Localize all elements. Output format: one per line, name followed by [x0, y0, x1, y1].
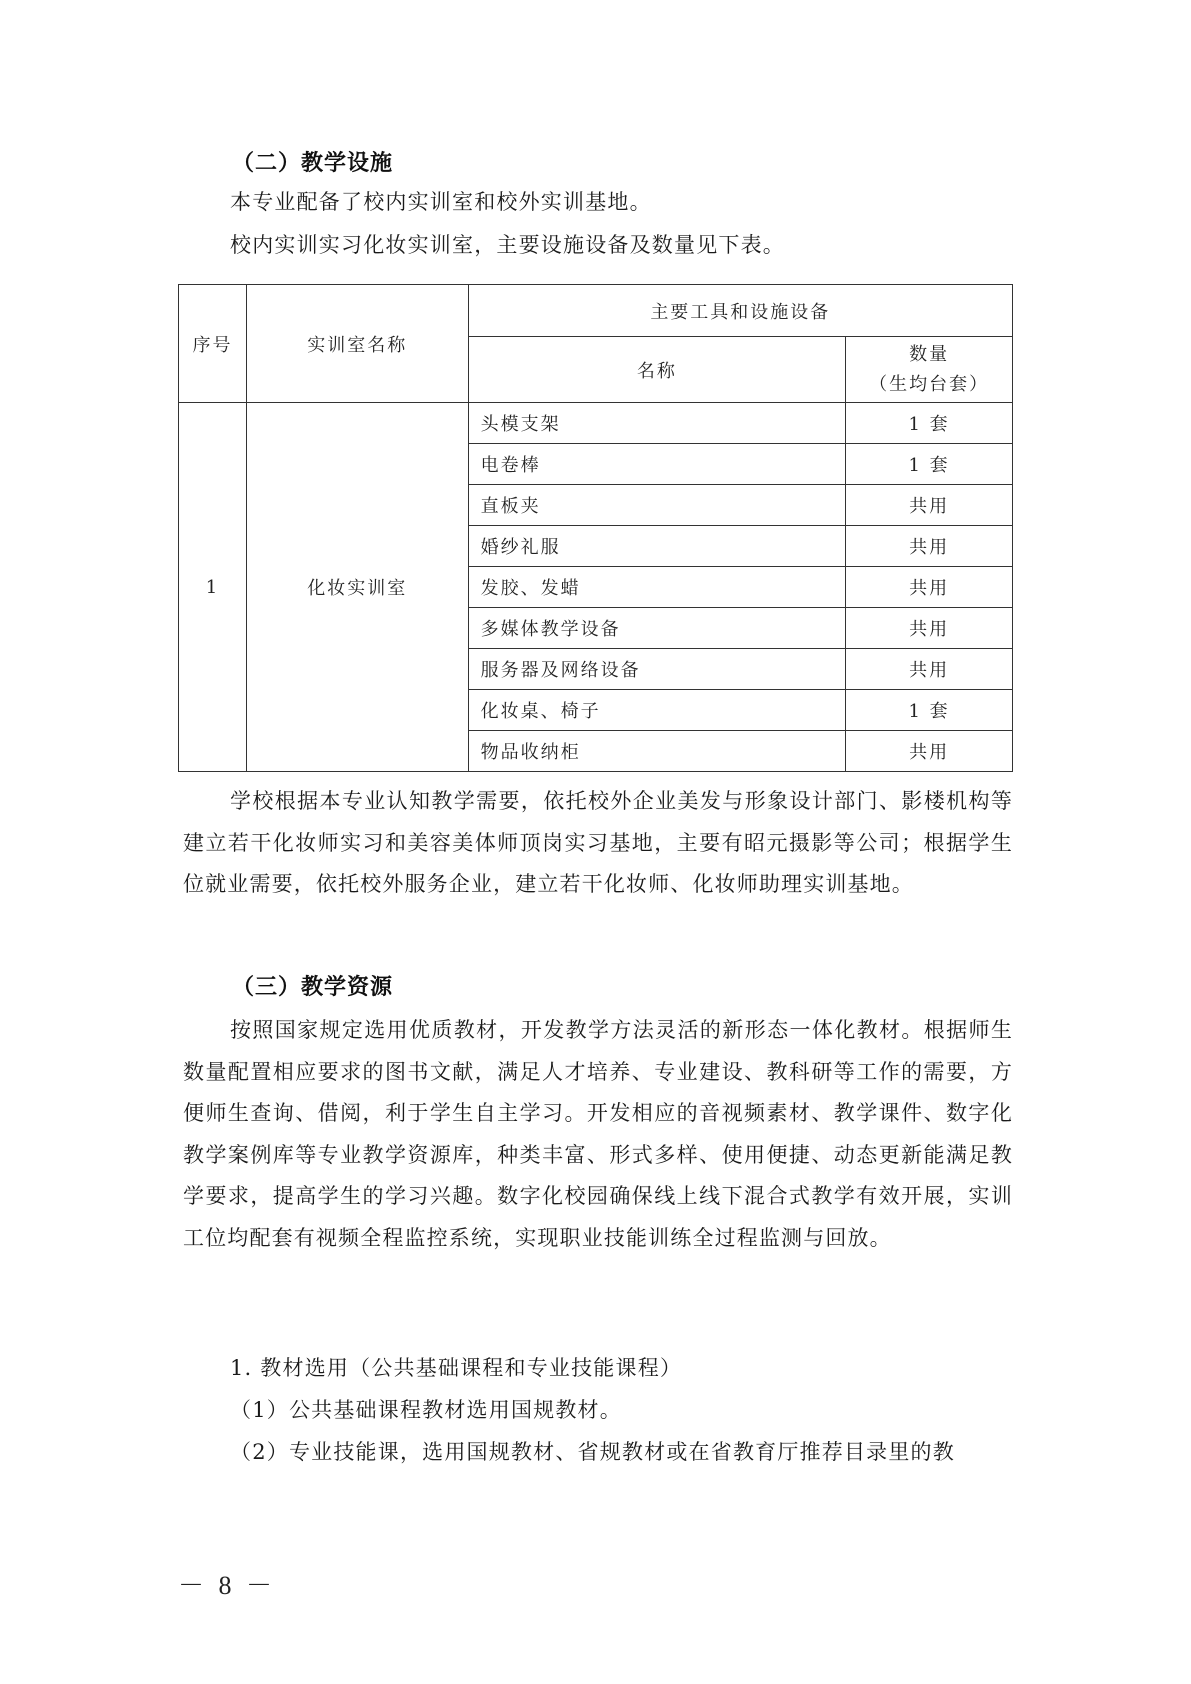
item-quantity: 1 套 — [846, 690, 1013, 731]
textbook-selection-item: 1. 教材选用（公共基础课程和专业技能课程） — [230, 1356, 683, 1380]
header-room-name: 实训室名称 — [246, 285, 468, 403]
item-name: 婚纱礼服 — [468, 526, 846, 567]
item-name: 物品收纳柜 — [468, 731, 846, 772]
row-room-name: 化妆实训室 — [246, 403, 468, 772]
teaching-resources-paragraph: 按照国家规定选用优质教材，开发教学方法灵活的新形态一体化教材。根据师生数量配置相应要求的图书文献，满足人才培养、专业建设、教科研等工作的需要，方便师生查询、借阅，利于学生自主学习。开发相应的音视频素材、教学课件、数字化教学案例库等专业教学资源库，种类丰富、形式多样、使用便捷、动态更新能满足教学要求，提高学生的学习兴趣。数字化校园确保线上线下混合式教学有效开展，实训工位均配套有视频全程监控系统，实现职业技能训练全过程监测与回放。 — [183, 1018, 1013, 1250]
item-quantity: 共用 — [846, 608, 1013, 649]
item-name: 头模支架 — [468, 403, 846, 444]
item-quantity: 共用 — [846, 567, 1013, 608]
item-name: 服务器及网络设备 — [468, 649, 846, 690]
item-quantity: 1 套 — [846, 403, 1013, 444]
item-quantity: 共用 — [846, 649, 1013, 690]
facilities-table — [178, 284, 1013, 772]
facilities-intro-line: 本专业配备了校内实训室和校外实训基地。 — [230, 190, 652, 214]
header-quantity — [846, 337, 1013, 403]
item-name: 化妆桌、椅子 — [468, 690, 846, 731]
table-row — [179, 403, 1013, 444]
facilities-table-intro-line: 校内实训实习化妆实训室，主要设施设备及数量见下表。 — [230, 233, 785, 257]
header-item-name: 名称 — [468, 337, 846, 403]
item-name: 多媒体教学设备 — [468, 608, 846, 649]
item-name: 电卷棒 — [468, 444, 846, 485]
header-quantity-label: 数量 — [909, 343, 950, 365]
page-number: － 8 － — [178, 1571, 277, 1600]
item-quantity: 1 套 — [846, 444, 1013, 485]
item-quantity: 共用 — [846, 526, 1013, 567]
header-equipment-group: 主要工具和设施设备 — [468, 285, 1012, 337]
textbook-subitem-2: （2）专业技能课，选用国规教材、省规教材或在省教育厅推荐目录里的教 — [230, 1440, 955, 1464]
external-bases-paragraph: 学校根据本专业认知教学需要，依托校外企业美发与形象设计部门、影楼机构等建立若干化妆师实习和美容美体师顶岗实习基地，主要有昭元摄影等公司；根据学生位就业需要，依托校外服务企业，建立若干化妆师、化妆师助理实训基地。 — [183, 789, 1013, 896]
header-index: 序号 — [179, 285, 247, 403]
item-name: 发胶、发蜡 — [468, 567, 846, 608]
header-quantity-unit: （生均台套） — [869, 373, 990, 395]
item-name: 直板夹 — [468, 485, 846, 526]
textbook-subitem-1: （1）公共基础课程教材选用国规教材。 — [230, 1398, 622, 1422]
item-quantity: 共用 — [846, 485, 1013, 526]
section-heading-teaching-resources: （三）教学资源 — [232, 975, 394, 1000]
section-heading-teaching-facilities: （二）教学设施 — [232, 151, 394, 176]
item-quantity: 共用 — [846, 731, 1013, 772]
row-index: 1 — [179, 403, 247, 772]
